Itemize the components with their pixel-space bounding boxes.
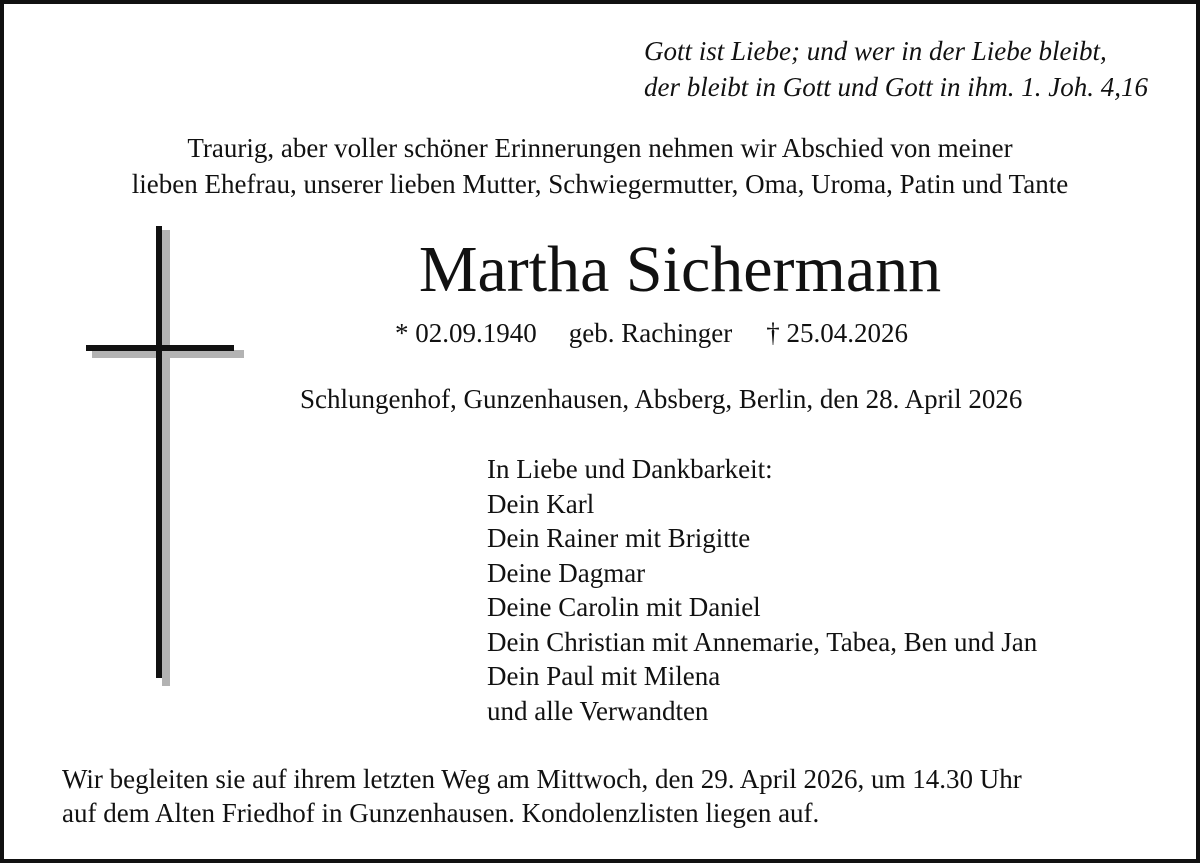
signer-item: Deine Dagmar [487,557,646,588]
funeral-info [62,762,1022,830]
birth-date: * 02.09.1940 [395,318,537,348]
cross-shadow-vertical [162,230,170,686]
signers-heading: In Liebe und Dankbarkeit: [487,454,773,484]
signer-item: Deine Carolin mit Daniel [487,592,761,622]
signer-item: und alle Verwandten [487,695,709,726]
cross-shadow-horizontal [92,350,244,358]
intro-line-2: lieben Ehefrau, unserer lieben Mutter, Schwiegermutter, Oma, Uroma, Patin und Tante [131,169,1069,199]
signers-list [487,452,1037,728]
deceased-name: Martha Sichermann [418,233,942,306]
bible-quote-line-2: der bleibt in Gott und Gott in ihm. 1. Joh. 4,16 [644,72,1148,102]
cross-vertical-beam [156,226,162,678]
maiden-name: geb. Rachinger [568,318,733,348]
signer-item: Dein Christian mit Annemarie, Tabea, Ben und Jan [487,626,1038,657]
funeral-line-2: auf dem Alten Friedhof in Gunzenhausen. Kondolenzlisten liegen auf. [62,798,820,828]
signer-item: Dein Paul mit Milena [487,661,721,691]
place-and-date: Schlungenhof, Gunzenhausen, Absberg, Berlin, den 28. April 2026 [300,384,1023,414]
signer-item: Dein Rainer mit Brigitte [487,523,751,553]
bible-quote [644,33,1148,105]
bible-quote-line-1: Gott ist Liebe; und wer in der Liebe bleibt, [644,36,1107,66]
life-dates [395,316,908,350]
intro-line-1: Traurig, aber voller schöner Erinnerungen nehmen wir Abschied von meiner [187,133,1013,163]
intro-text [0,130,1200,202]
cross-icon [86,226,246,686]
cross-horizontal-beam [86,345,234,351]
funeral-line-1: Wir begleiten sie auf ihrem letzten Weg am Mittwoch, den 29. April 2026, um 14.30 Uhr [62,764,1022,794]
signer-item: Dein Karl [487,488,595,519]
death-date: † 25.04.2026 [766,318,908,348]
